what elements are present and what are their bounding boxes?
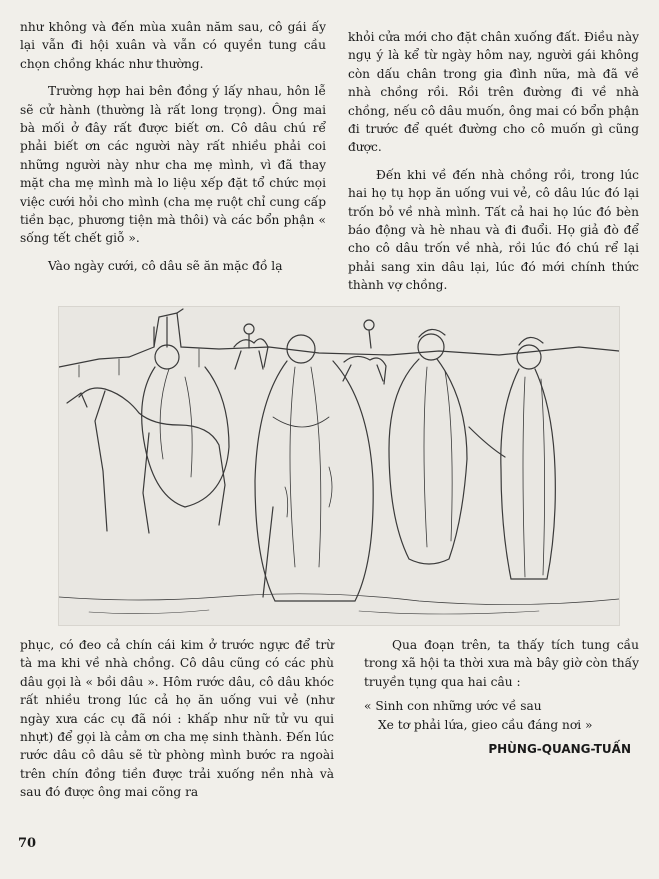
- author-signature: PHÙNG-QUANG-TUẤN: [488, 742, 631, 757]
- text-column-top-left: [20, 18, 326, 275]
- verse-line-1: « Sinh con những ước về sau: [364, 699, 542, 714]
- page-number: 70: [18, 836, 37, 851]
- text-column-bottom-left: [20, 636, 334, 802]
- paragraph: Qua đoạn trên, ta thấy tích tung cầu trong xã hội ta thời xưa mà bây giờ còn thấy truyền tụng qua hai câu :: [364, 638, 639, 689]
- paragraph: Đến khi về đến nhà chồng rồi, trong lúc hai họ tụ họp ăn uống vui vẻ, cô dâu lúc đó lại trốn bỏ về nhà mình. Tất cả hai họ lúc đó bèn báo động và hè nhau và đi đuổi. Họ giả đò để cho cô dâu trốn về nhà, rồi lúc đó chú rể lại phải sang xin dâu lại, lúc đó mới chính thức thành vợ chồng.: [348, 167, 639, 293]
- paragraph: như không và đến mùa xuân năm sau, cô gái ấy lại vẫn đi hội xuân và vẫn có quyền tung cầu chọn chồng khác như thường.: [20, 20, 326, 71]
- verse-quote: [364, 697, 639, 734]
- paragraph: Trường hợp hai bên đồng ý lấy nhau, hôn lễ sẽ cử hành (thường là rất long trọng). Ông mai bà mối ở đây rất được biết ơn. Cô dâu chú rể phải biết ơn các người này rất nhiều phải coi những người này như cha mẹ mình, vì đã thay mặt cha mẹ mình mà lo liệu xếp đặt tổ chức mọi việc cưới hỏi cho mình (cha mẹ ruột chỉ cung cấp tiền bạc, phương tiện mà thôi) và các bổn phận « sống tết chết giỗ ».: [20, 84, 326, 246]
- paragraph: phục, có đeo cả chín cái kim ở trước ngực để trừ tà ma khi về nhà chồng. Cô dâu cũng có các phù dâu gọi là « bồi dâu ». Hôm rước dâu, cô dâu khóc rất nhiều trong lúc cả họ ăn uống vui vẻ (như ngày xưa các cụ đã nói : khấp như nữ tử vu qui nhựt) để gọi là cảm ơn cha mẹ sinh thành. Đến lúc rước dâu cô dâu sẽ từ phòng mình bước ra ngoài trên chín đồng tiền được trải xuống nền nhà và sau đó được ông mai cõng ra: [20, 638, 334, 800]
- text-column-bottom-right: [364, 636, 639, 758]
- paragraph: Vào ngày cưới, cô dâu sẽ ăn mặc đồ lạ: [48, 258, 283, 273]
- paragraph: khỏi cửa mới cho đặt chân xuống đất. Điều này ngụ ý là kể từ ngày hôm nay, người gái không còn dấu chân trong gia đình nữa, mà đã về nhà chồng rồi. Rồi trên đường đi về nhà chồng, nếu cô dâu muốn, ông mai có bổn phận đi trước để quét đường cho cô muốn gì cũng được.: [348, 30, 639, 155]
- sketch-drawing: [59, 307, 619, 625]
- illustration-sketch: [58, 306, 620, 626]
- text-column-top-right: [348, 28, 639, 295]
- verse-line-2: Xe tơ phải lứa, gieo cầu đáng nơi »: [378, 717, 593, 732]
